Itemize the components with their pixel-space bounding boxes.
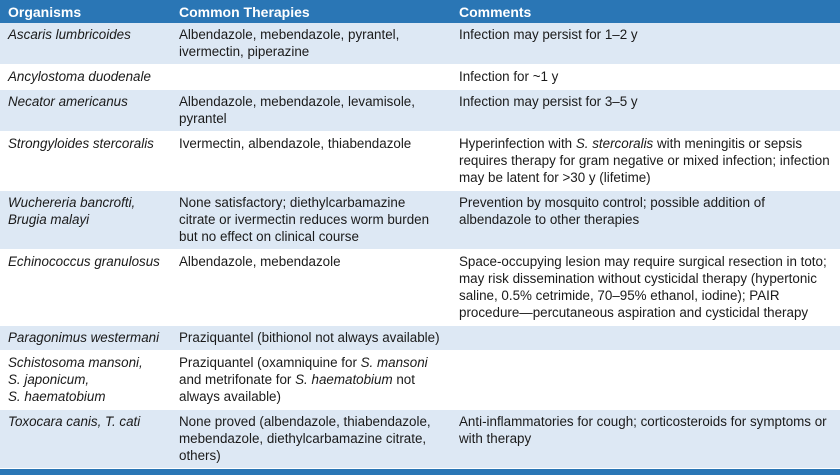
comment-text: with meningitis or sepsis requires therapy for gram negative or mixed infection; infection may be latent for >30 y (lifetime) (459, 136, 830, 185)
organism-name: Wuchereria bancrofti, (8, 195, 136, 210)
therapy-cell: Albendazole, mebendazole, pyrantel, ivermectin, piperazine (171, 23, 451, 65)
therapy-cell: None satisfactory; diethylcarbamazine citrate or ivermectin reduces worm burden but no effect on clinical course (171, 191, 451, 250)
organism-cell: Paragonimus westermani (0, 326, 171, 351)
organism-name: Schistosoma mansoni, (8, 355, 143, 370)
header-common-therapies: Common Therapies (171, 0, 451, 23)
bottom-rule (0, 469, 840, 475)
organism-name: Brugia malayi (8, 212, 90, 227)
therapy-cell: Praziquantel (bithionol not always available) (171, 326, 451, 351)
comment-cell (451, 326, 840, 351)
organism-cell: Echinococcus granulosus (0, 250, 171, 326)
comment-cell: Anti-inflammatories for cough; corticosteroids for symptoms or with therapy (451, 410, 840, 469)
table-row (0, 132, 840, 191)
comment-cell: Infection for ~1 y (451, 65, 840, 90)
table-row (0, 250, 840, 326)
therapy-text: not always available) (179, 372, 415, 404)
therapy-cell (171, 351, 451, 410)
comment-cell: Infection may persist for 3–5 y (451, 90, 840, 132)
table-row (0, 191, 840, 250)
comment-cell: Infection may persist for 1–2 y (451, 23, 840, 65)
table-row (0, 65, 840, 90)
therapy-organism: S. mansoni (360, 355, 428, 370)
comment-cell (451, 132, 840, 191)
organism-name: S. haematobium (8, 389, 106, 404)
organism-cell (0, 191, 171, 250)
header-row (0, 0, 840, 23)
organism-cell (0, 351, 171, 410)
table-row (0, 410, 840, 469)
table-row (0, 23, 840, 65)
therapy-cell: Ivermectin, albendazole, thiabendazole (171, 132, 451, 191)
comment-organism: S. stercoralis (575, 136, 654, 151)
organism-cell: Strongyloides stercoralis (0, 132, 171, 191)
table-row (0, 90, 840, 132)
comment-text: Hyperinfection with (459, 136, 576, 151)
therapy-cell: Albendazole, mebendazole, levamisole, pyrantel (171, 90, 451, 132)
organism-cell: Toxocara canis, T. cati (0, 410, 171, 469)
header-organisms: Organisms (0, 0, 171, 23)
therapy-organism: S. haematobium (295, 372, 393, 387)
therapy-cell: Albendazole, mebendazole (171, 250, 451, 326)
therapy-text: Praziquantel (oxamniquine for (179, 355, 361, 370)
table-row (0, 351, 840, 410)
organism-cell: Ascaris lumbricoides (0, 23, 171, 65)
organism-cell: Ancylostoma duodenale (0, 65, 171, 90)
header-comments: Comments (451, 0, 840, 23)
comment-cell: Space-occupying lesion may require surgical resection in toto; may risk dissemination without cysticidal therapy (hypertonic saline, 0.5% cetrimide, 70–95% ethanol, iodine); PAIR procedure—percutaneous aspiration and cysticidal therapy (451, 250, 840, 326)
comment-cell: Prevention by mosquito control; possible addition of albendazole to other therapies (451, 191, 840, 250)
table-row (0, 326, 840, 351)
therapy-cell (171, 65, 451, 90)
comment-cell (451, 351, 840, 410)
therapy-text: and metrifonate for (179, 372, 296, 387)
organism-cell: Necator americanus (0, 90, 171, 132)
therapy-cell: None proved (albendazole, thiabendazole, mebendazole, diethylcarbamazine citrate, others) (171, 410, 451, 469)
organism-name: S. japonicum, (8, 372, 90, 387)
